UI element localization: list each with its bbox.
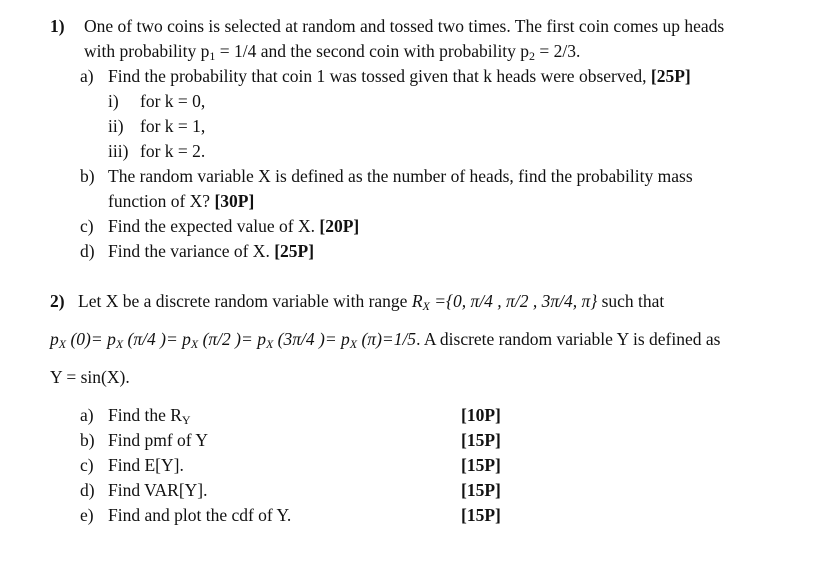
question-1-part-a-points: [25P] [650, 66, 691, 86]
question-2-part-e-points: [15P] [461, 505, 501, 525]
question-1-part-b-line-1: The random variable X is defined as the number of heads, find the probability mass [108, 166, 693, 186]
question-1-part-a-sub-iii-text: for k = 2. [140, 141, 206, 161]
question-1-part-b-line-2: function of X? [30P] [108, 191, 255, 211]
question-1-part-d-text: Find the variance of X. [25P] [108, 241, 315, 261]
question-1-part-d-points: [25P] [274, 241, 315, 261]
question-2-part-d-points: [15P] [461, 480, 501, 500]
question-1-intro-line-1: One of two coins is selected at random and tossed two times. The first coin comes up heads [84, 16, 725, 36]
question-1-part-b-points: [30P] [214, 191, 255, 211]
question-2-part-a-text: Find the $R_Y$ [108, 405, 191, 427]
question-1-part-c-letter: c) [80, 216, 94, 236]
question-1-part-a-sub-i-text: for k = 0, [140, 91, 206, 111]
question-2-part-b-letter: b) [80, 430, 95, 450]
question-2-part-a-points: [10P] [461, 405, 501, 425]
question-2-line-3: Y = sin(X). [50, 367, 130, 387]
question-1-part-a-text: Find the probability that coin 1 was tossed given that k heads were observed, [25P] [108, 66, 691, 86]
question-2-part-d-letter: d) [80, 480, 95, 500]
question-2-line-2: $p_X$ $(0)= p_X$ (π/4 )= $p_X$ (π/2 )= $p_X$ (3π/4 )= $p_X$ (π)=1/5. A discrete random variable Y is defined as [50, 329, 721, 351]
question-2-part-c-letter: c) [80, 455, 94, 475]
question-2-part-d-text: Find VAR[Y]. [108, 480, 208, 500]
question-1-intro-line-2: with probability $p_1 = 1/4$ and the second coin with probability $p_2 = 2/3$. [84, 41, 581, 63]
question-2-part-e-letter: e) [80, 505, 94, 525]
question-2-part-b-points: [15P] [461, 430, 501, 450]
question-2-part-b-text: Find pmf of Y [108, 430, 208, 450]
question-1-number: 1) [50, 16, 65, 36]
question-1-part-a-sub-i-label: i) [108, 91, 119, 111]
question-1-part-c-points: [20P] [319, 216, 360, 236]
question-1-part-c-text: Find the expected value of X. [20P] [108, 216, 360, 236]
question-2-part-e-text: Find and plot the cdf of Y. [108, 505, 292, 525]
question-2-part-c-text: Find E[Y]. [108, 455, 184, 475]
question-1-part-a-sub-ii-label: ii) [108, 116, 124, 136]
question-1-part-a-sub-ii-text: for k = 1, [140, 116, 206, 136]
question-1-part-a-letter: a) [80, 66, 94, 86]
question-2-number: 2) [50, 291, 65, 311]
question-1-part-b-letter: b) [80, 166, 95, 186]
question-1-part-a-sub-iii-label: iii) [108, 141, 129, 161]
question-1-part-d-letter: d) [80, 241, 95, 261]
question-2-part-a-letter: a) [80, 405, 94, 425]
question-2-part-c-points: [15P] [461, 455, 501, 475]
question-2-line-1: Let X be a discrete random variable with range $R_X =\{0$, π/4 , π/2 , 3π/4, π} such that [78, 291, 665, 313]
